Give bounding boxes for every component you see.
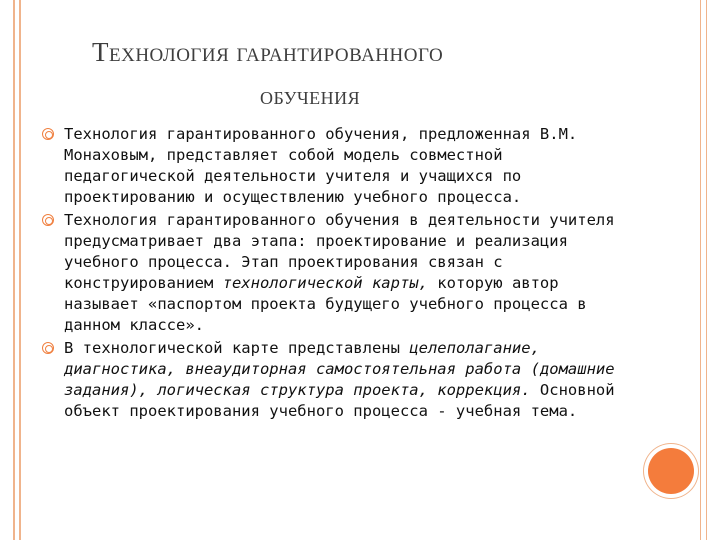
bullet-text-part: которую автор называет «паспортом проекта будущего учебного процесса в данном классе».: [64, 274, 587, 334]
decorative-circle-icon: [648, 448, 694, 494]
bullet-text-part: Основной объект проектирования учебного процесса - учебная тема.: [64, 381, 615, 420]
list-item: [44, 124, 634, 208]
frame-line-left-outer: [13, 0, 15, 540]
bullet-text-part: Технология гарантированного обучения в деятельности учителя предусматривает два этапа: проектирование и реализация учебного процесса. Этап проектирования связан с конструированием: [64, 211, 615, 292]
list-item: [44, 210, 634, 336]
bullet-list: [44, 124, 634, 424]
circle-bullet-icon: [42, 128, 54, 140]
list-item: [44, 338, 634, 422]
bullet-text: Технология гарантированного обучения, предложенная В.М. Монаховым, представляет собой модель совместной педагогической деятельности учителя и учащихся по проектированию и осуществлению учебного процесса.: [64, 125, 578, 206]
slide-title-line-2: обучения: [260, 83, 361, 111]
bullet-text-italic: целеполагание, диагностика, внеаудиторная самостоятельная работа (домашние задания), логическая структура проекта, коррекция.: [64, 339, 615, 399]
bullet-text-part: В технологической карте представлены: [64, 339, 410, 357]
frame-line-right-outer: [706, 0, 708, 540]
bullet-text: [64, 338, 634, 422]
frame-line-right-inner: [700, 0, 702, 540]
circle-bullet-icon: [42, 342, 54, 354]
slide-title-line-1: Технология гарантированного: [92, 37, 444, 67]
bullet-text-italic: технологической карты,: [222, 274, 428, 292]
bullet-text: [64, 210, 634, 336]
circle-bullet-icon: [42, 214, 54, 226]
slide-title: [92, 36, 632, 112]
frame-line-left-inner: [19, 0, 21, 540]
